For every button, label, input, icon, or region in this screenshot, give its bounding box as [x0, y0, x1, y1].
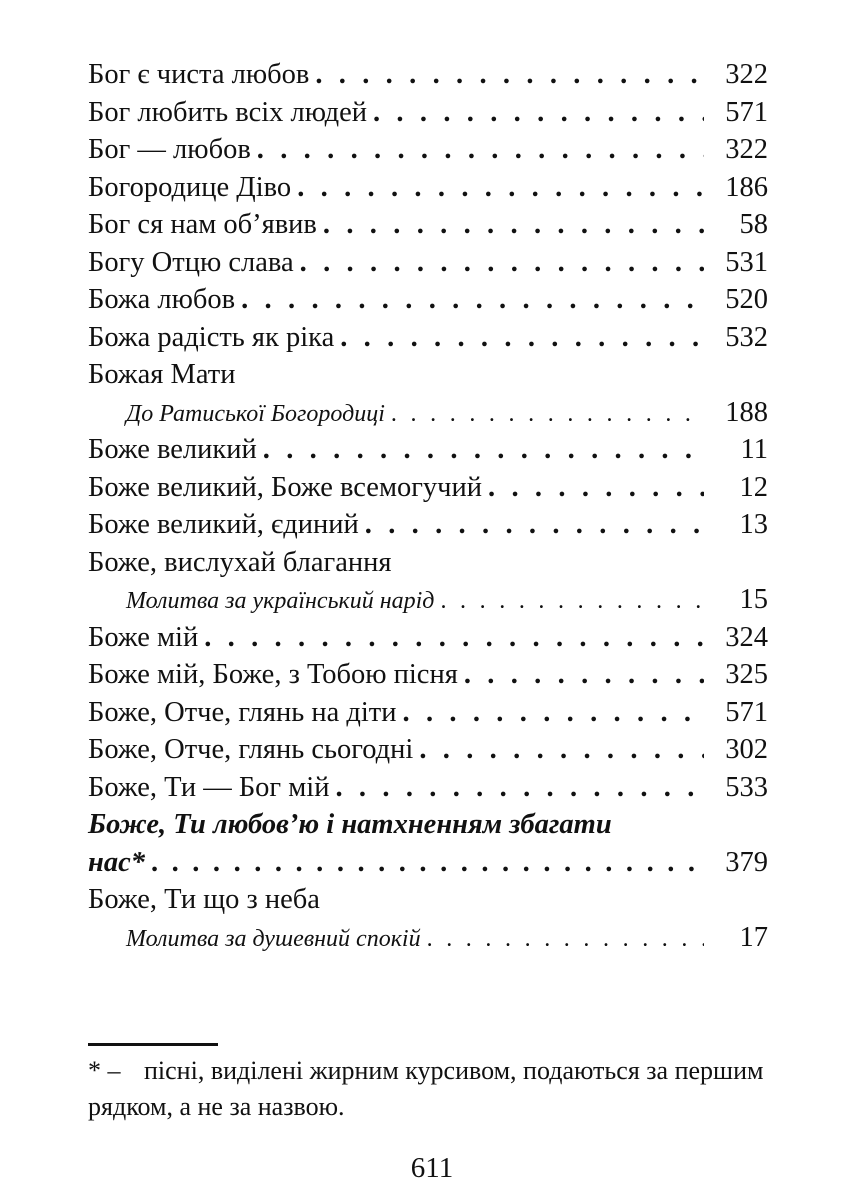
- entry-page: 13: [739, 509, 768, 540]
- entry-title: Божа любов: [88, 284, 236, 315]
- entry-title: Молитва за український нарід: [126, 588, 435, 614]
- entry-page: 379: [725, 846, 768, 878]
- page-number: 611: [410, 1152, 454, 1184]
- footnote-mark: * –: [88, 1056, 121, 1085]
- entry-page: 12: [739, 471, 768, 503]
- toc-entry: [88, 694, 768, 732]
- entry-page: 571: [725, 96, 768, 128]
- entry-title: Боже великий: [88, 434, 257, 465]
- entry-page: 186: [725, 171, 768, 203]
- entry-page: 322: [725, 134, 768, 165]
- toc-entry-first-line: [88, 806, 768, 844]
- table-of-contents: [88, 56, 768, 956]
- toc-entry: [88, 131, 768, 169]
- toc-entry: [88, 431, 768, 469]
- leader-dots: [464, 656, 704, 694]
- leader-dots: [427, 921, 704, 959]
- entry-title: Боже, Отче, глянь сьогодні: [88, 734, 414, 765]
- leader-dots: [335, 769, 704, 807]
- entry-title: нас*: [88, 846, 145, 878]
- footnote-text: пісні, виділені жирним курсивом, подаються за першим рядком, а не за назвою.: [88, 1056, 764, 1121]
- leader-dots: [257, 131, 704, 169]
- entry-page: 302: [725, 734, 768, 765]
- entry-page: 11: [740, 434, 768, 465]
- toc-entry: [88, 94, 768, 132]
- toc-entry: [88, 169, 768, 207]
- entry-page: 15: [739, 584, 768, 615]
- toc-entry: [88, 731, 768, 769]
- toc-entry: [88, 619, 768, 657]
- leader-dots: [263, 431, 704, 469]
- leader-dots: [488, 469, 704, 507]
- entry-page: 325: [725, 659, 768, 690]
- leader-dots: [373, 94, 704, 132]
- leader-dots: [440, 583, 704, 621]
- entry-title: Боже великий, єдиний: [88, 509, 359, 540]
- toc-entry: [88, 281, 768, 319]
- entry-page: 533: [725, 771, 768, 803]
- entry-page: 520: [725, 284, 768, 315]
- entry-page: 532: [725, 321, 768, 353]
- entry-title: Боже, Ти — Бог мій: [88, 771, 330, 803]
- leader-dots: [204, 619, 704, 657]
- entry-title: Бог — любов: [88, 134, 251, 165]
- leader-dots: [241, 281, 704, 319]
- toc-entry: [88, 656, 768, 694]
- leader-dots: [151, 844, 704, 882]
- entry-title: Божа радість як ріка: [88, 321, 335, 353]
- toc-entry: [88, 206, 768, 244]
- leader-dots: [297, 169, 704, 207]
- entry-title: Молитва за душевний спокій: [126, 925, 421, 952]
- entry-title: Божая Мати: [88, 359, 236, 390]
- toc-entry: [88, 356, 768, 394]
- toc-subentry: [88, 919, 768, 957]
- toc-entry: [88, 769, 768, 807]
- entry-page: 58: [739, 209, 768, 240]
- toc-entry-first-line-cont: [88, 844, 768, 882]
- entry-title: Богу Отцю слава: [88, 246, 294, 278]
- toc-entry: [88, 506, 768, 544]
- leader-dots: [365, 506, 704, 544]
- leader-dots: [315, 56, 704, 94]
- leader-dots: [391, 396, 704, 434]
- entry-page: 322: [725, 59, 768, 90]
- entry-title: Богородице Діво: [88, 171, 292, 203]
- toc-entry: [88, 881, 768, 919]
- entry-title: Боже великий, Боже всемогучий: [88, 471, 483, 503]
- entry-page: 324: [725, 621, 768, 653]
- toc-entry: [88, 469, 768, 507]
- entry-page: 571: [725, 696, 768, 728]
- entry-title: Боже, Отче, глянь на діти: [88, 696, 397, 728]
- toc-subentry: [88, 581, 768, 619]
- entry-title: До Ратиської Богородиці: [126, 400, 385, 427]
- leader-dots: [300, 244, 704, 282]
- entry-title: Бог любить всіх людей: [88, 96, 367, 128]
- footnote-rule: [88, 1043, 218, 1046]
- entry-title: Бог ся нам об’явив: [88, 209, 317, 240]
- leader-dots: [340, 319, 704, 357]
- entry-page: 531: [725, 246, 768, 278]
- entry-title: Боже, вислухай благання: [88, 546, 392, 578]
- toc-subentry: [88, 394, 768, 432]
- toc-entry: [88, 544, 768, 582]
- footnote: [88, 1053, 778, 1125]
- toc-entry: [88, 319, 768, 357]
- entry-title: Боже мій: [88, 621, 199, 653]
- entry-title: Боже, Ти любов’ю і натхненням збагати: [88, 809, 612, 840]
- entry-page: 188: [725, 396, 768, 428]
- toc-entry: [88, 244, 768, 282]
- entry-title: Боже, Ти що з неба: [88, 884, 320, 915]
- leader-dots: [419, 731, 704, 769]
- entry-title: Бог є чиста любов: [88, 59, 310, 90]
- entry-page: 17: [739, 921, 768, 953]
- leader-dots: [403, 694, 705, 732]
- leader-dots: [323, 206, 704, 244]
- entry-title: Боже мій, Боже, з Тобою пісня: [88, 659, 458, 690]
- toc-entry: [88, 56, 768, 94]
